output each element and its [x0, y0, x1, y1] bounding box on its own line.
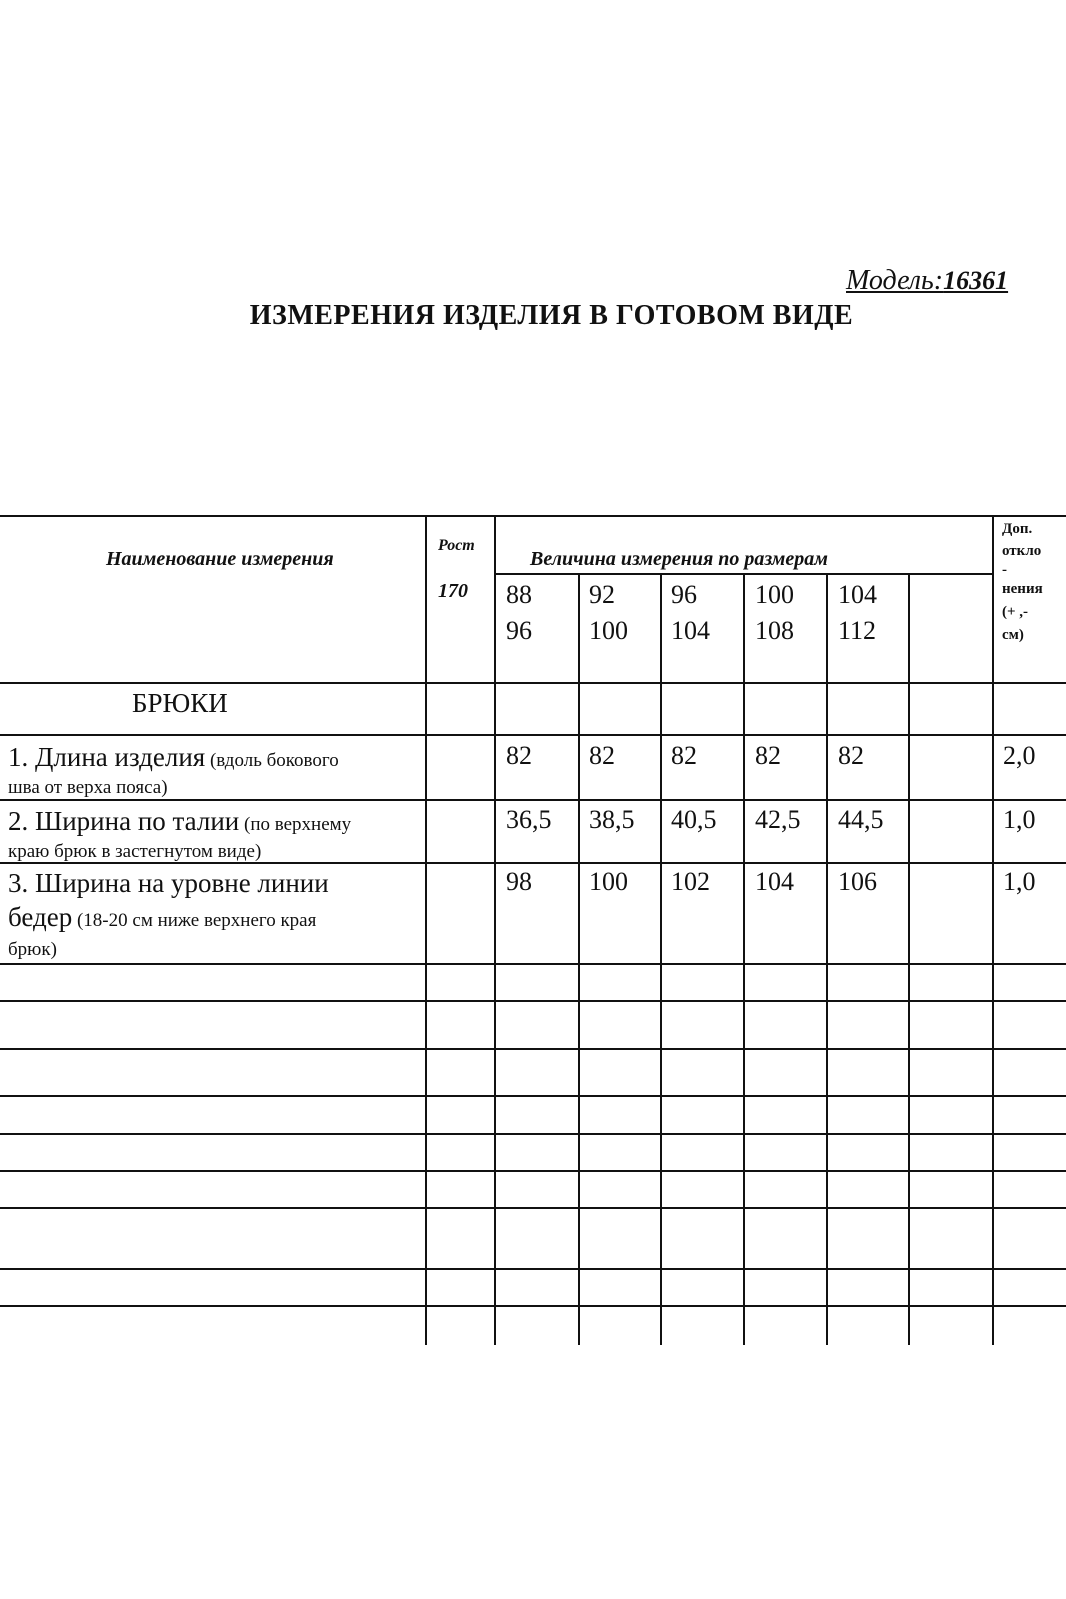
table-row-divider — [0, 1095, 1066, 1097]
size-92-100: 92 100 — [589, 580, 628, 645]
model-number: 16361 — [943, 266, 1009, 295]
row-3-value: 102 — [671, 867, 710, 896]
table-row-divider — [0, 1048, 1066, 1050]
table-border-top — [0, 515, 1066, 517]
row-3-label: 3. Ширина на уровне линии бедер (18-20 см ниже верхнего края брюк) — [8, 868, 329, 960]
table-col-divider — [908, 573, 910, 1345]
table-row-divider — [0, 682, 1066, 684]
row-1-value: 82 — [838, 741, 864, 770]
table-row-divider — [0, 1170, 1066, 1172]
row-2-label: 2. Ширина по талии (по верхнему краю брюк в застегнутом виде) — [8, 806, 352, 862]
table-row-divider — [0, 1305, 1066, 1307]
row-3-value: 106 — [838, 867, 877, 896]
table-col-divider — [425, 515, 427, 1345]
table-col-divider — [660, 573, 662, 1345]
table-row-divider — [0, 1000, 1066, 1002]
table-col-divider — [826, 573, 828, 1345]
page-title: ИЗМЕРЕНИЯ ИЗДЕЛИЯ В ГОТОВОМ ВИДЕ — [249, 300, 854, 331]
row-1-value: 82 — [589, 741, 615, 770]
size-104-112: 104 112 — [838, 580, 877, 645]
table-col-divider — [992, 515, 994, 1345]
row-1-tolerance: 2,0 — [1003, 741, 1036, 770]
row-3-value: 104 — [755, 867, 794, 896]
col-height-header: Рост — [438, 537, 475, 554]
table-col-divider — [578, 573, 580, 1345]
table-col-divider — [743, 573, 745, 1345]
row-3-tolerance: 1,0 — [1003, 867, 1036, 896]
row-2-value: 40,5 — [671, 805, 717, 834]
table-row-divider — [0, 734, 1066, 736]
row-1-value: 82 — [506, 741, 532, 770]
row-2-value: 42,5 — [755, 805, 801, 834]
table-col-divider — [494, 515, 496, 1345]
model-label: Модель:16361 — [846, 265, 1009, 296]
row-1-value: 82 — [671, 741, 697, 770]
table-row-divider — [0, 1133, 1066, 1135]
row-2-value: 44,5 — [838, 805, 884, 834]
row-1-label: 1. Длина изделия (вдоль бокового шва от верха пояса) — [8, 742, 339, 798]
height-value: 170 — [438, 580, 468, 602]
row-1-value: 82 — [755, 741, 781, 770]
row-2-value: 36,5 — [506, 805, 552, 834]
size-100-108: 100 108 — [755, 580, 794, 645]
sizes-header: Величина измерения по размерам — [530, 548, 828, 570]
row-3-value: 100 — [589, 867, 628, 896]
table-row-divider — [0, 1207, 1066, 1209]
col-name-header: Наименование измерения — [106, 548, 334, 570]
row-2-tolerance: 1,0 — [1003, 805, 1036, 834]
row-2-value: 38,5 — [589, 805, 635, 834]
table-row-divider — [0, 1268, 1066, 1270]
size-96-104: 96 104 — [671, 580, 710, 645]
row-3-value: 98 — [506, 867, 532, 896]
tolerance-header: Доп. откло - нения (+ ,- см) — [1002, 521, 1043, 643]
section-title: БРЮКИ — [132, 688, 228, 718]
size-88-96: 88 96 — [506, 580, 532, 645]
